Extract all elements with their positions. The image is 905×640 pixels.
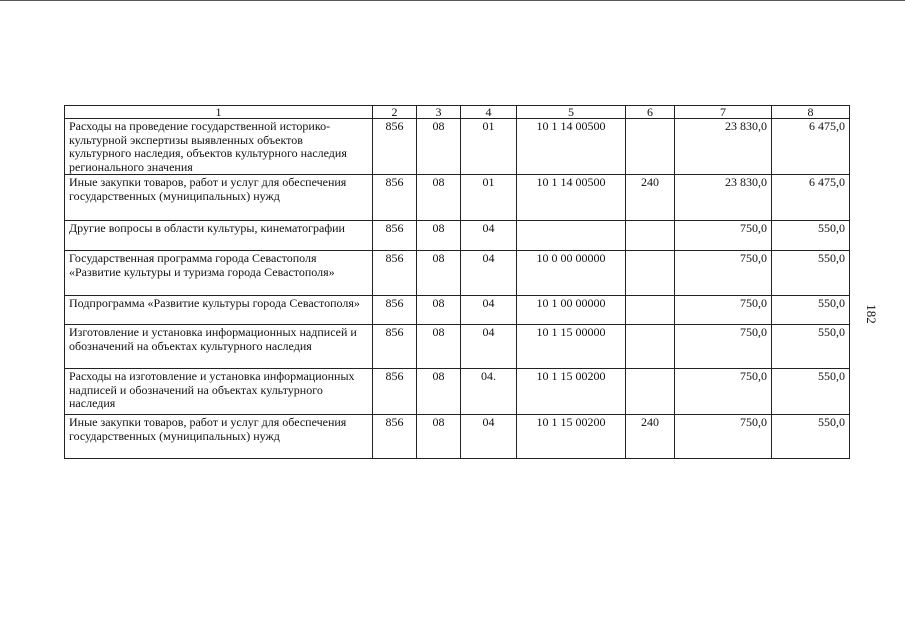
table-row <box>65 251 850 296</box>
row-target-article: 10 1 14 00500 <box>517 119 626 175</box>
row-target-article: 10 1 15 00000 <box>517 325 626 369</box>
budget-table <box>64 105 850 459</box>
row-sum-1: 23 830,0 <box>675 119 772 175</box>
row-section: 08 <box>417 325 461 369</box>
row-sum-2: 550,0 <box>772 415 850 459</box>
row-sum-1: 750,0 <box>675 325 772 369</box>
row-expense-type <box>626 296 675 325</box>
row-name: Другие вопросы в области культуры, кинематографии <box>65 221 373 251</box>
header-cell: 8 <box>772 106 850 119</box>
table-row <box>65 296 850 325</box>
row-target-article: 10 1 14 00500 <box>517 175 626 221</box>
row-subsection: 04 <box>461 251 517 296</box>
row-name: Подпрограмма «Развитие культуры города Севастополя» <box>65 296 373 325</box>
page-top-border <box>0 0 905 1</box>
row-section: 08 <box>417 369 461 415</box>
row-expense-type <box>626 251 675 296</box>
row-section: 08 <box>417 251 461 296</box>
row-sum-1: 750,0 <box>675 221 772 251</box>
table-row <box>65 119 850 175</box>
row-sum-2: 6 475,0 <box>772 119 850 175</box>
table-row <box>65 415 850 459</box>
row-name: Иные закупки товаров, работ и услуг для обеспечения государственных (муниципальных) нужд <box>65 415 373 459</box>
row-section: 08 <box>417 221 461 251</box>
row-section: 08 <box>417 175 461 221</box>
row-sum-1: 750,0 <box>675 369 772 415</box>
row-expense-type: 240 <box>626 415 675 459</box>
row-sum-2: 6 475,0 <box>772 175 850 221</box>
row-target-article: 10 0 00 00000 <box>517 251 626 296</box>
row-expense-type <box>626 119 675 175</box>
row-name: Расходы на проведение государственной историко-культурной экспертизы выявленных объектов культурного наследия, объектов культурного наследия регионального значения <box>65 119 373 175</box>
table-row <box>65 221 850 251</box>
row-expense-type: 240 <box>626 175 675 221</box>
row-name: Государственная программа города Севастополя «Развитие культуры и туризма города Севастополя» <box>65 251 373 296</box>
header-cell: 6 <box>626 106 675 119</box>
row-grbs: 856 <box>373 325 417 369</box>
row-expense-type <box>626 369 675 415</box>
row-name: Расходы на изготовление и установка информационных надписей и обозначений на объектах культурного наследия <box>65 369 373 415</box>
row-target-article: 10 1 15 00200 <box>517 415 626 459</box>
row-subsection: 04 <box>461 325 517 369</box>
table-header-row <box>65 106 850 119</box>
row-target-article: 10 1 00 00000 <box>517 296 626 325</box>
row-expense-type <box>626 325 675 369</box>
row-sum-2: 550,0 <box>772 221 850 251</box>
row-grbs: 856 <box>373 221 417 251</box>
row-section: 08 <box>417 119 461 175</box>
row-target-article: 10 1 15 00200 <box>517 369 626 415</box>
row-section: 08 <box>417 415 461 459</box>
row-sum-2: 550,0 <box>772 369 850 415</box>
row-subsection: 04. <box>461 369 517 415</box>
row-grbs: 856 <box>373 175 417 221</box>
header-cell: 5 <box>517 106 626 119</box>
table-row <box>65 325 850 369</box>
row-sum-1: 750,0 <box>675 251 772 296</box>
row-target-article <box>517 221 626 251</box>
header-cell: 4 <box>461 106 517 119</box>
table-row <box>65 369 850 415</box>
row-grbs: 856 <box>373 296 417 325</box>
row-sum-1: 750,0 <box>675 296 772 325</box>
row-name: Иные закупки товаров, работ и услуг для обеспечения государственных (муниципальных) нужд <box>65 175 373 221</box>
header-cell: 7 <box>675 106 772 119</box>
row-subsection: 01 <box>461 175 517 221</box>
header-cell: 2 <box>373 106 417 119</box>
header-cell: 1 <box>65 106 373 119</box>
row-sum-1: 750,0 <box>675 415 772 459</box>
table-row <box>65 175 850 221</box>
row-grbs: 856 <box>373 251 417 296</box>
row-grbs: 856 <box>373 119 417 175</box>
row-sum-2: 550,0 <box>772 251 850 296</box>
row-subsection: 04 <box>461 221 517 251</box>
row-sum-1: 23 830,0 <box>675 175 772 221</box>
page-number: 182 <box>864 304 879 324</box>
row-subsection: 01 <box>461 119 517 175</box>
row-section: 08 <box>417 296 461 325</box>
row-expense-type <box>626 221 675 251</box>
row-sum-2: 550,0 <box>772 325 850 369</box>
header-cell: 3 <box>417 106 461 119</box>
row-grbs: 856 <box>373 415 417 459</box>
row-subsection: 04 <box>461 296 517 325</box>
row-grbs: 856 <box>373 369 417 415</box>
row-name: Изготовление и установка информационных надписей и обозначений на объектах культурного наследия <box>65 325 373 369</box>
row-subsection: 04 <box>461 415 517 459</box>
row-sum-2: 550,0 <box>772 296 850 325</box>
